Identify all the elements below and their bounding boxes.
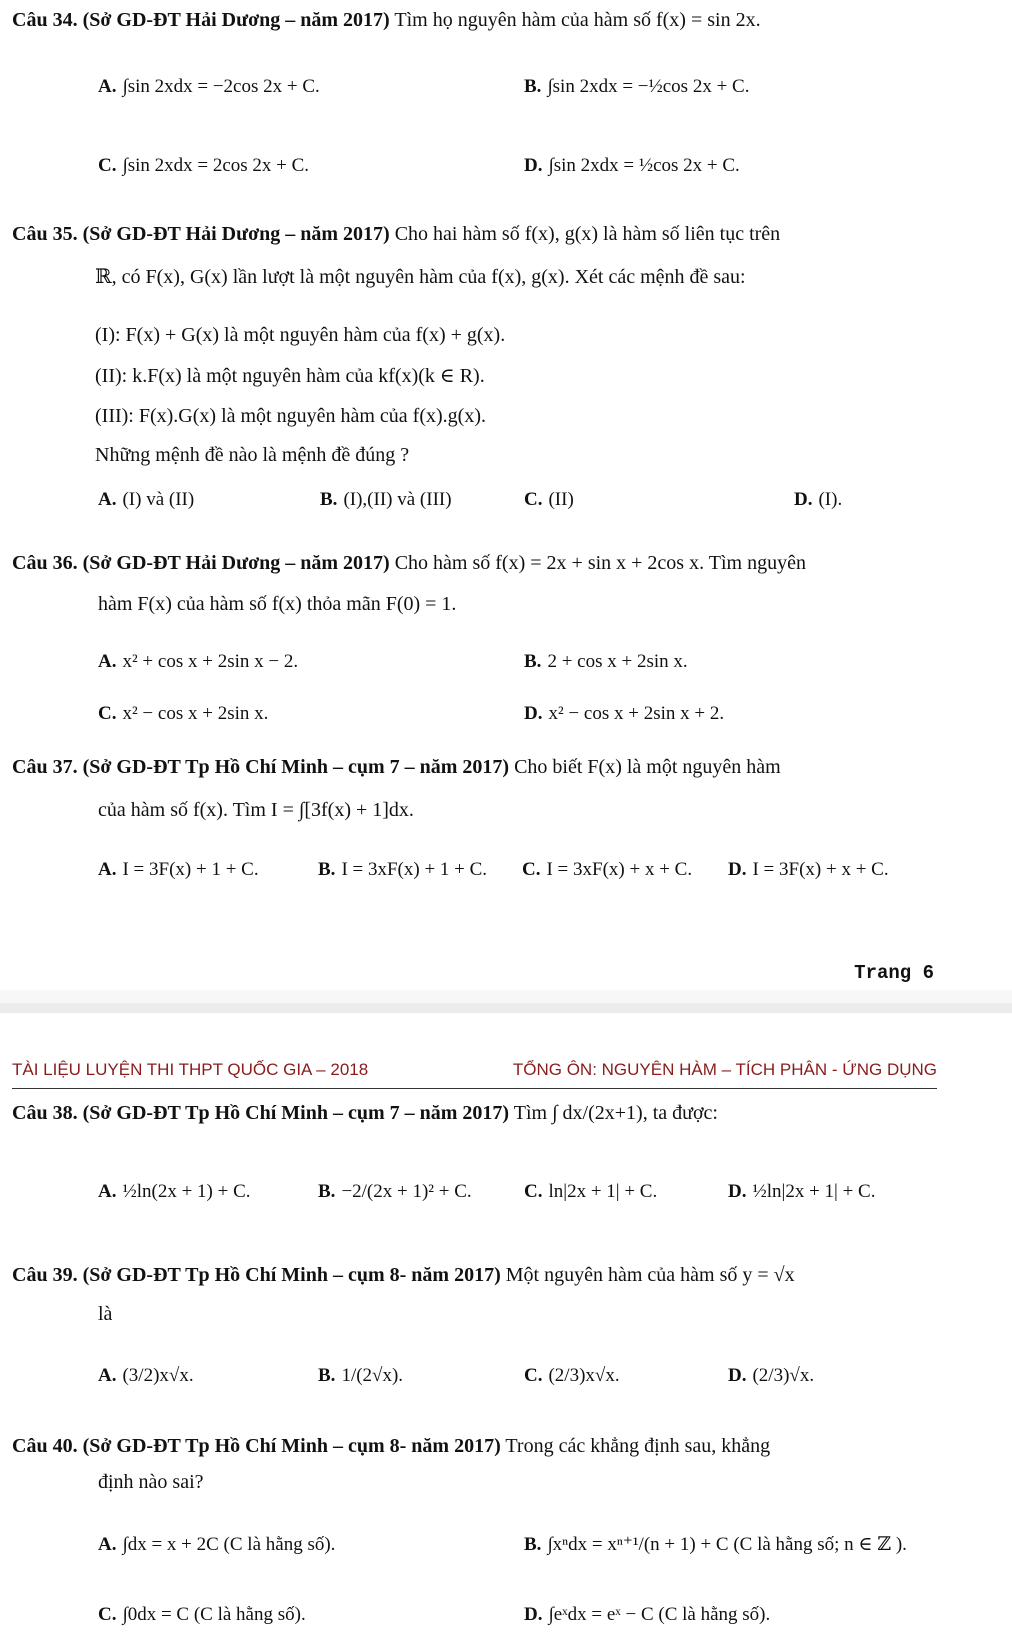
page-break [0, 1003, 1012, 1013]
question-text: Cho hai hàm số f(x), g(x) là hàm số liên tục trên [394, 223, 781, 245]
q36-option-b: B. 2 + cos x + 2sin x. [524, 651, 688, 672]
q37-option-a: A. I = 3F(x) + 1 + C. [98, 859, 259, 880]
question-36 [12, 549, 806, 577]
question-number: Câu 35. [12, 223, 78, 245]
question-number: Câu 34. [12, 9, 78, 31]
question-text: Trong các khẳng định sau, khẳng [505, 1435, 771, 1457]
page-break-shadow [0, 990, 1012, 1003]
question-number: Câu 36. [12, 552, 78, 574]
q36-option-c: C. x² − cos x + 2sin x. [98, 703, 269, 724]
q37-option-c: C. I = 3xF(x) + x + C. [522, 859, 693, 880]
q38-option-a: A. ½ln(2x + 1) + C. [98, 1181, 251, 1202]
question-source: (Sở GD-ĐT Hải Dương – năm 2017) [82, 9, 390, 31]
q36-option-d: D. x² − cos x + 2sin x + 2. [524, 703, 725, 724]
q35-option-c: C. (II) [524, 489, 574, 510]
q34-option-d: D. ∫sin 2xdx = ½cos 2x + C. [524, 155, 740, 176]
question-39 [12, 1261, 795, 1289]
q35-option-a: A. (I) và (II) [98, 489, 195, 510]
header-left: TÀI LIỆU LUYỆN THI THPT QUỐC GIA – 2018 [12, 1060, 369, 1079]
q35-question: Những mệnh đề nào là mệnh đề đúng ? [95, 444, 410, 466]
q38-option-b: B. −2/(2x + 1)² + C. [318, 1181, 472, 1202]
question-text: Cho hàm số f(x) = 2x + sin x + 2cos x. Tìm nguyên [394, 552, 806, 574]
q40-option-c: C. ∫0dx = C (C là hằng số). [98, 1604, 306, 1625]
question-text: Tìm ∫ dx/(2x+1), ta được: [513, 1102, 718, 1124]
q34-option-a: A. ∫sin 2xdx = −2cos 2x + C. [98, 76, 320, 97]
q40-option-b: B. ∫xⁿdx = xⁿ⁺¹/(n + 1) + C (C là hằng số; n ∈ ℤ ). [524, 1534, 907, 1555]
page-header [12, 1058, 937, 1089]
q35-option-d: D. (I). [794, 489, 843, 510]
question-source: (Sở GD-ĐT Tp Hồ Chí Minh – cụm 7 – năm 2017) [82, 756, 510, 778]
q35-option-b: B. (I),(II) và (III) [320, 489, 452, 510]
q39-option-b: B. 1/(2√x). [318, 1365, 404, 1386]
q37-text-line2: của hàm số f(x). Tìm I = ∫[3f(x) + 1]dx. [98, 799, 414, 821]
q36-option-a: A. x² + cos x + 2sin x − 2. [98, 651, 299, 672]
q38-option-c: C. ln|2x + 1| + C. [524, 1181, 658, 1202]
question-source: (Sở GD-ĐT Hải Dương – năm 2017) [82, 223, 390, 245]
header-right: TỔNG ÔN: NGUYÊN HÀM – TÍCH PHÂN - ỨNG DỤNG [512, 1060, 937, 1079]
question-34 [12, 6, 761, 34]
question-37 [12, 753, 781, 781]
q39-text-line2: là [98, 1303, 113, 1325]
q39-option-a: A. (3/2)x√x. [98, 1365, 194, 1386]
q40-option-d: D. ∫eˣdx = eˣ − C (C là hằng số). [524, 1604, 771, 1625]
q35-statement-1: (I): F(x) + G(x) là một nguyên hàm của f(x) + g(x). [95, 324, 506, 346]
q36-text-line2: hàm F(x) của hàm số f(x) thỏa mãn F(0) = 1. [98, 593, 457, 615]
question-text: Một nguyên hàm của hàm số y = √x [505, 1264, 795, 1286]
q40-text-line2: định nào sai? [98, 1471, 204, 1493]
question-number: Câu 40. [12, 1435, 78, 1457]
q35-statement-2: (II): k.F(x) là một nguyên hàm của kf(x)(k ∈ R). [95, 365, 485, 387]
q34-option-c: C. ∫sin 2xdx = 2cos 2x + C. [98, 155, 310, 176]
question-source: (Sở GD-ĐT Tp Hồ Chí Minh – cụm 7 – năm 2017) [82, 1102, 510, 1124]
q37-option-b: B. I = 3xF(x) + 1 + C. [318, 859, 488, 880]
question-text: Tìm họ nguyên hàm của hàm số f(x) = sin 2x. [394, 9, 761, 31]
question-number: Câu 38. [12, 1102, 78, 1124]
q35-text-line2: ℝ, có F(x), G(x) lần lượt là một nguyên hàm của f(x), g(x). Xét các mệnh đề sau: [95, 266, 746, 288]
question-source: (Sở GD-ĐT Hải Dương – năm 2017) [82, 552, 390, 574]
q35-statement-3: (III): F(x).G(x) là một nguyên hàm của f(x).g(x). [95, 405, 486, 427]
q40-option-a: A. ∫dx = x + 2C (C là hằng số). [98, 1534, 336, 1555]
q34-option-b: B. ∫sin 2xdx = −½cos 2x + C. [524, 76, 750, 97]
question-number: Câu 39. [12, 1264, 78, 1286]
question-38 [12, 1099, 718, 1127]
q39-option-d: D. (2/3)√x. [728, 1365, 815, 1386]
question-source: (Sở GD-ĐT Tp Hồ Chí Minh – cụm 8- năm 2017) [82, 1264, 501, 1286]
q38-option-d: D. ½ln|2x + 1| + C. [728, 1181, 876, 1202]
question-40 [12, 1432, 770, 1460]
q39-option-c: C. (2/3)x√x. [524, 1365, 620, 1386]
question-35 [12, 220, 780, 248]
question-number: Câu 37. [12, 756, 78, 778]
question-text: Cho biết F(x) là một nguyên hàm [514, 756, 781, 778]
q37-option-d: D. I = 3F(x) + x + C. [728, 859, 889, 880]
question-source: (Sở GD-ĐT Tp Hồ Chí Minh – cụm 8- năm 2017) [82, 1435, 501, 1457]
page-number: Trang 6 [854, 962, 934, 984]
